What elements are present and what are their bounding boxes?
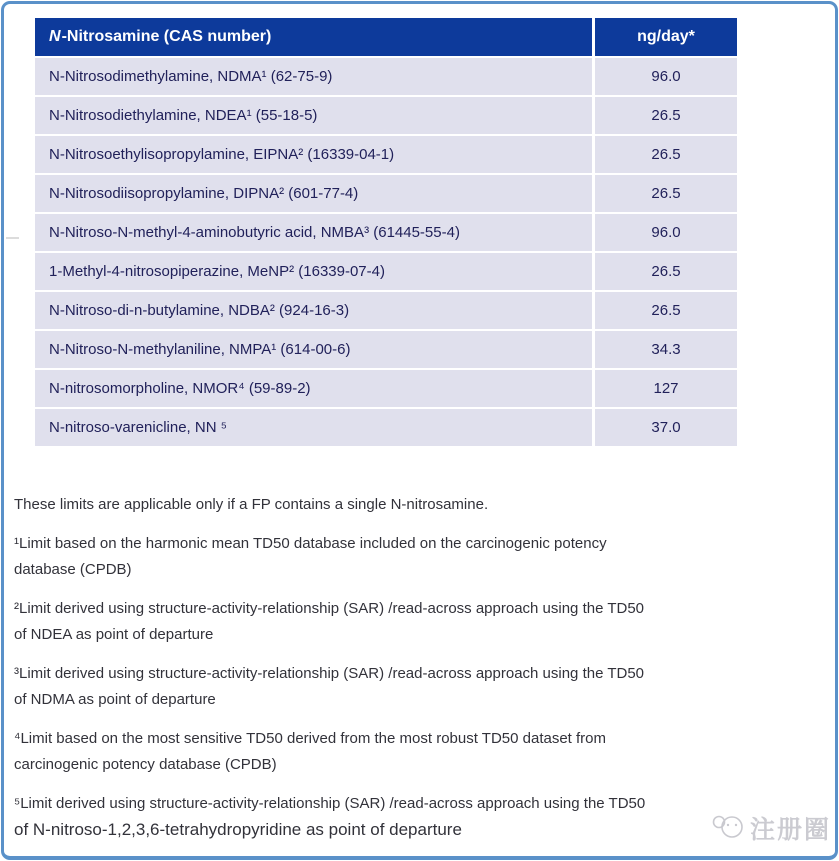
table-row bbox=[35, 136, 740, 173]
footnote-intro bbox=[14, 492, 830, 518]
limit-value-cell: 96.0 bbox=[595, 214, 737, 251]
footnote-text: of NDEA as point of departure bbox=[14, 626, 214, 643]
substance-name-cell: N-Nitrosodiethylamine, NDEA¹ (55-18-5) bbox=[35, 97, 592, 134]
footnote-text: Limit derived using structure-activity-relationship (SAR) /read-across approach using the TD50 bbox=[19, 665, 644, 682]
limit-value-cell: 96.0 bbox=[595, 58, 737, 95]
footnote-2 bbox=[14, 596, 830, 648]
substance-name-cell: N-nitrosomorpholine, NMOR⁴ (59-89-2) bbox=[35, 370, 592, 407]
footnote-text: of NDMA as point of departure bbox=[14, 691, 216, 708]
footnote-text: carcinogenic potency database (CPDB) bbox=[14, 756, 277, 773]
limit-value-cell: 26.5 bbox=[595, 136, 737, 173]
header-col1-text: -Nitrosamine (CAS number) bbox=[61, 28, 272, 45]
nitrosamine-limits-table bbox=[35, 18, 740, 448]
footnote-superscript: ⁵ bbox=[14, 795, 21, 812]
footnote-5 bbox=[14, 791, 830, 844]
table-row bbox=[35, 253, 740, 290]
footnote-text: Limit based on the harmonic mean TD50 database included on the carcinogenic potency bbox=[19, 535, 607, 552]
limit-value-cell: 26.5 bbox=[595, 175, 737, 212]
footnote-text: Limit derived using structure-activity-relationship (SAR) /read-across approach using the TD50 bbox=[20, 795, 646, 812]
limit-value-cell: 26.5 bbox=[595, 292, 737, 329]
substance-name-cell: N-Nitroso-N-methylaniline, NMPA¹ (614-00-6) bbox=[35, 331, 592, 368]
footnotes-section bbox=[14, 492, 830, 857]
table-row bbox=[35, 175, 740, 212]
table-row bbox=[35, 331, 740, 368]
substance-column-header bbox=[35, 18, 592, 56]
watermark bbox=[711, 810, 831, 846]
substance-name-cell: N-Nitroso-di-n-butylamine, NDBA² (924-16-3) bbox=[35, 292, 592, 329]
substance-name-cell: N-Nitrosodiisopropylamine, DIPNA² (601-77-4) bbox=[35, 175, 592, 212]
table-row bbox=[35, 214, 740, 251]
footnote-text: These limits are applicable only if a FP contains a single N-nitrosamine. bbox=[14, 496, 489, 513]
footnote-superscript: ² bbox=[14, 600, 19, 617]
substance-name-cell: 1-Methyl-4-nitrosopiperazine, MeNP² (16339-07-4) bbox=[35, 253, 592, 290]
footnote-text: Limit based on the most sensitive TD50 derived from the most robust TD50 dataset from bbox=[20, 730, 607, 747]
limit-value-cell: 26.5 bbox=[595, 253, 737, 290]
watermark-logo-icon bbox=[711, 812, 745, 845]
limit-value-cell: 26.5 bbox=[595, 97, 737, 134]
header-italic-n: N bbox=[49, 28, 61, 45]
footnote-superscript: ¹ bbox=[14, 535, 19, 552]
footnote-superscript: ³ bbox=[14, 665, 19, 682]
table-row bbox=[35, 370, 740, 407]
substance-name-cell: N-nitroso-varenicline, NN ⁵ bbox=[35, 409, 592, 446]
limit-value-cell: 34.3 bbox=[595, 331, 737, 368]
substance-name-cell: N-Nitrosoethylisopropylamine, EIPNA² (16339-04-1) bbox=[35, 136, 592, 173]
table-row bbox=[35, 58, 740, 95]
footnote-text: database (CPDB) bbox=[14, 561, 132, 578]
limit-value-cell: 127 bbox=[595, 370, 737, 407]
table-header-row bbox=[35, 18, 740, 56]
substance-name-cell: N-Nitroso-N-methyl-4-aminobutyric acid, NMBA³ (61445-55-4) bbox=[35, 214, 592, 251]
footnote-4 bbox=[14, 726, 830, 778]
footnote-3 bbox=[14, 661, 830, 713]
margin-artifact-dash bbox=[6, 237, 19, 239]
table-row bbox=[35, 97, 740, 134]
limit-value-cell: 37.0 bbox=[595, 409, 737, 446]
table-row bbox=[35, 292, 740, 329]
footnote-text: of N-nitroso-1,2,3,6-tetrahydropyridine as point of departure bbox=[14, 820, 462, 839]
substance-name-cell: N-Nitrosodimethylamine, NDMA¹ (62-75-9) bbox=[35, 58, 592, 95]
footnote-1 bbox=[14, 531, 830, 583]
footnote-text: Limit derived using structure-activity-relationship (SAR) /read-across approach using the TD50 bbox=[19, 600, 644, 617]
footnote-superscript: ⁴ bbox=[14, 730, 21, 747]
watermark-text: 注册圈 bbox=[749, 816, 831, 844]
limit-column-header: ng/day* bbox=[595, 18, 737, 56]
table-row bbox=[35, 409, 740, 446]
